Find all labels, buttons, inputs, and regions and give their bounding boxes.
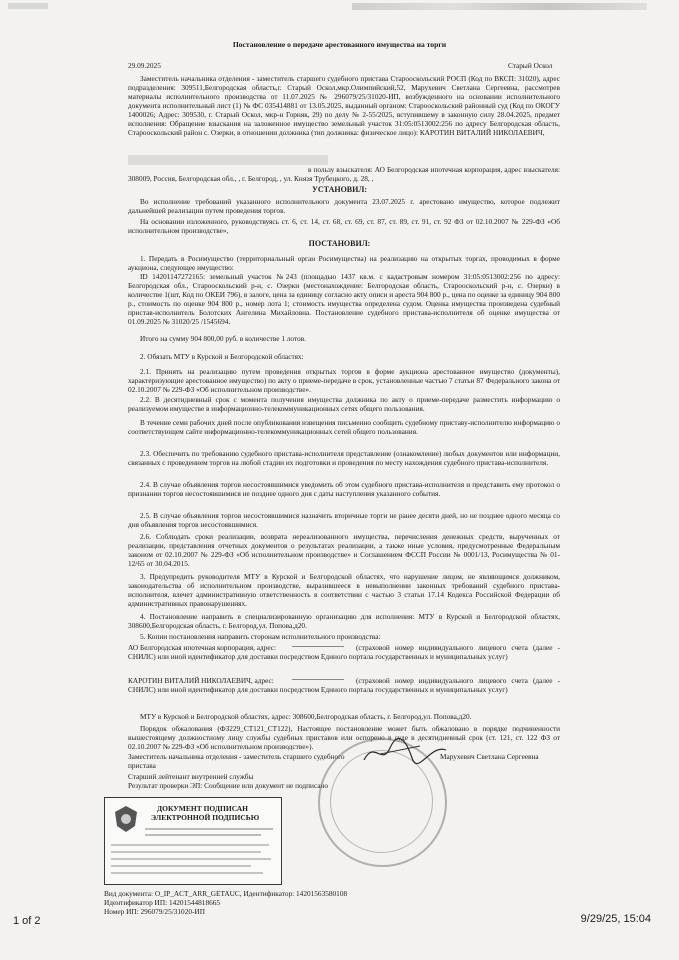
item-1: 1. Передать в Росимущество (территориальный орган Росимущества) на реализацию на открытых торгах, проводимых в форме аукциона, следующее имущество: <box>128 254 560 272</box>
item-3: 3. Предупредить руководителя МТУ в Курской и Белгородской областях, что нарушение лицом, не являющимся должником, законодательства об исполнительном производстве, выразившееся в невыполнении законных требований судебного пристава-исполнителя, влечет административную ответственность в соответствии с частью 3 статьи 17.14 Кодекса Российской Федерации об административных правонарушениях. <box>128 572 560 608</box>
recipient-3: МТУ в Курской и Белгородской областях, адрес: 308600,Белгородская область, г. Белгород,ул. Попова,д20. <box>140 712 472 721</box>
item-2-2-b: В течение семи рабочих дней после опубликования извещения письменно сообщить судебному приставу-исполнителю информацию о соответствующем сайте информационно-телекоммуникационных сетей общего пользования. <box>128 418 560 436</box>
signer-position: Заместитель начальника отделения - заместитель старшего судебного пристава <box>128 752 345 770</box>
esig-detail-line <box>111 872 263 874</box>
intro-paragraph: Заместитель начальника отделения - заместитель старшего судебного пристава Старооскольский РОСП (Код по ВКСП: 31020), адрес подразделения: 309511,Белгородская область,г. Старый Оскол,мкр.Олимпийский,52, Марухевич Светлана Сергеевна, рассмотрев материалы исполнительного производства от 11.07.2025 № 296079/25/31020-ИП, возбужденного на основании исполнительного документа исполнительный лист (1) № ФС 035414881 от 13.05.2025, выданный органом: Старооскольский районный суд (Код по ОКОГУ 1400026; Адрес: 309530, г. Старый Оскол, мкр-н Горняк, 29) по делу № 2-55/2025, вступившему в законную силу 28.04.2025, предмет исполнения: Обращение взыскания на заложенное имущество земельный участок 31:05:0513002:256 по адресу Белгородская область, Старооскольский район с. Озерки, в отношении должника (тип должника: физическое лицо): КАРОТИН ВИТАЛИЙ НИКОЛАЕВИЧ, <box>128 74 560 137</box>
coat-of-arms-icon <box>111 804 141 834</box>
esig-detail-line <box>145 834 261 836</box>
esig-title-2: ЭЛЕКТРОННОЙ ПОДПИСЬЮ <box>151 813 260 822</box>
signer-rank: Старший лейтенант внутренней службы <box>128 772 254 781</box>
appeal-procedure: Порядок обжалования (ФЗ229_СТ121_СТ122), Настоящее постановление может быть обжаловано в порядке подчиненности вышестоящему должностному лицу службы судебных приставов или оспорено в суде в десятидневный срок (ст. 121, ст. 122 ФЗ от 02.10.2007 № 229-ФЗ «Об исполнительном производстве»). <box>128 724 560 751</box>
item-2-5: 2.5. В случае объявления торгов несостоявшимися назначить вторичные торги не ранее десяти дней, но не позднее одного месяца со дня объявления торгов несостоявшимися. <box>128 511 560 529</box>
esig-title-1: ДОКУМЕНТ ПОДПИСАН <box>157 804 248 813</box>
item-2-6: 2.6. Соблюдать сроки реализации, возврата нереализованного имущества, перечисления денежных средств, вырученных от реализации, представления отчетных документов о результатах реализации, а также иные условия, предусмотренные Федеральным законом от 02.10.2007 № 229-ФЗ «Об исполнительном производстве» и Соглашением ФССП России № 0001/13, Росимущества № 01-12/65 от 30.04.2015. <box>128 532 560 568</box>
item-2-4: 2.4. В случае объявления торгов несостоявшимися уведомить об этом судебного пристава-исполнителя и представить ему протокол о признании торгов несостоявшимися не позднее одного дня с даты наступления указанного события. <box>128 480 560 498</box>
meta-ip-number: Номер ИП: 296079/25/31020-ИП <box>104 907 205 916</box>
item-5: 5. Копии постановления направить сторонам исполнительного производства: <box>140 632 381 641</box>
intro-recovery-paragraph: в пользу взыскателя: АО Белгородская ипотечная корпорация, адрес взыскателя: 308009, Россия, Белгородская обл., , г. Белгород, , ул. Князя Трубецкого, д. 28, , <box>128 165 560 183</box>
total-line: Итого на сумму 904 800,00 руб. в количестве 1 лотов. <box>140 334 306 343</box>
signer-name: Марухевич Светлана Сергеевна <box>440 752 539 761</box>
document-city: Старый Оскол <box>508 61 553 70</box>
handwritten-signature <box>360 736 450 768</box>
resolved-heading: ПОСТАНОВИЛ: <box>308 239 371 248</box>
print-datetime: 9/29/25, 15:04 <box>580 913 651 925</box>
item-4: 4. Постановление направить в специализированную организацию для исполнения: МТУ в Курской и Белгородской областях, 308600,Белгородская область, г. Белгород,ул. Попова,д20. <box>128 612 560 630</box>
recipient-2-snils: (страховой номер индивидуального лицевого счета (далее - СНИЛС) или иной идентификатор для доставки посредством Единого портала государственных и муниципальных услуг) <box>128 676 560 694</box>
esig-detail-line <box>111 858 271 860</box>
meta-ip-id: Идентификатор ИП: 14201544818665 <box>104 898 221 907</box>
redacted-line <box>128 155 328 165</box>
item-2-1: 2.1. Принять на реализацию путем проведения открытых торгов в форме аукциона арестованное имущество (документы), характеризующие арестованное имущество) по акту о приеме-передаче в срок, установленные частью 7 статьи 87 Федерального закона от 02.10.2007 № 229-ФЗ «Об исполнительном производстве». <box>128 367 560 394</box>
electronic-signature-box <box>104 797 282 885</box>
esig-detail-line <box>111 865 251 867</box>
recipient-2-address: КАРОТИН ВИТАЛИЙ НИКОЛАЕВИЧ, адрес: <box>128 676 274 685</box>
document-title: Постановление о передаче арестованного имущества на торги <box>232 40 447 49</box>
top-noise <box>0 0 679 16</box>
page-counter: 1 of 2 <box>13 915 41 927</box>
established-p2: На основании изложенного, руководствуясь ст. 6, ст. 14, ст. 68, ст. 69, ст. 87, ст. 89, ст. 91, ст. 92 ФЗ от 02.10.2007 № 229-ФЗ «Об исполнительном производстве», <box>128 217 560 235</box>
recipient-1-address: АО Белгородская ипотечная корпорация, адрес: <box>128 643 277 652</box>
established-heading: УСТАНОВИЛ: <box>312 185 367 194</box>
established-p1: Во исполнение требований указанного исполнительного документа 23.07.2025 г. арестовано имущество, которое подлежит дальнейшей реализации путем проведения торгов. <box>128 197 560 215</box>
sig-check-result: Результат проверки ЭП: Сообщение или документ не подписано <box>128 781 329 790</box>
recipient-1-snils: (страховой номер индивидуального лицевого счета (далее - СНИЛС) или иной идентификатор для доставки посредством Единого портала государственных и муниципальных услуг) <box>128 643 560 661</box>
esig-detail-line <box>111 851 261 853</box>
item-2-3: 2.3. Обеспечить по требованию судебного пристава-исполнителя представление (ознакомление) любых документов или информации, связанных с проведением торгов на любой стадии их подготовки и проведения по месту нахождения судебного пристава-исполнителя. <box>128 449 560 467</box>
item-2-2: 2.2. В десятидневный срок с момента получения имущества должника по акту о приеме-передаче разместить информацию о реализуемом имуществе в информационно-телекоммуникационных сетях общего пользования. <box>128 395 560 413</box>
property-description: ID 14201147272165: земельный участок №243 (площадью 1437 кв.м. с кадастровым номером 31:05:0513002:256 по адресу: Белгородская обл., Старооскольский р-н, с. Озерки (местонахождение: Белгородская область, Старооскольский р-н, с. Озерки) в количестве 1(шт, Код по ОКЕИ 796), в залоге, цена за единицу согласно акту описи и ареста 904 800 р., цена по оценке за единицу 904 800 р., стоимость по оценке 904 800 р., номер лота 1; стоимость имущества определена судом. Оценка имущества произведена судебный пристав-исполнитель Болотских Ангелина Михайловна. Постановление судебного пристава-исполнителя об оценке имущества от 01.09.2025 № 31020/25 /1545694. <box>128 272 560 326</box>
item-2: 2. Обязать МТУ в Курской и Белгородской областях: <box>140 352 304 361</box>
document-date: 29.09.2025 <box>128 61 161 70</box>
esig-detail-line <box>145 828 273 830</box>
meta-doc-type: Вид документа: O_IP_ACT_ARR_GETAUC, Идентификатор: 14201563580108 <box>104 889 348 898</box>
esig-detail-line <box>111 844 269 846</box>
